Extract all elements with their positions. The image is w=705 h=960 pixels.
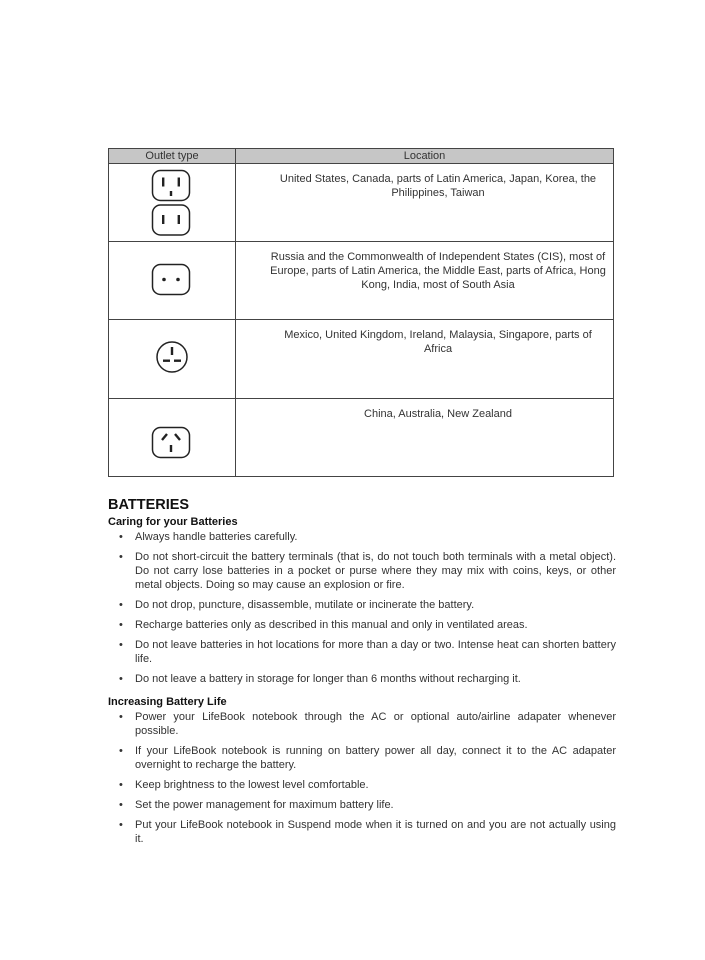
list-item [108,798,616,812]
list-item [108,638,616,666]
bullet: • [119,599,123,611]
bullet: • [119,639,123,651]
section-title: BATTERIES [108,497,190,513]
bullet: • [119,673,123,685]
europe-outlet-icon [151,263,191,297]
increasing-list [108,710,616,852]
table-row [109,164,613,242]
list-item-text: Power your LifeBook notebook through the AC or optional auto/airline adapater whenever possible. [135,711,616,737]
list-item-text: Do not leave batteries in hot locations for more than a day or two. Intense heat can shorten battery life. [135,639,616,665]
location-text: United States, Canada, parts of Latin America, Japan, Korea, the Philippines, Taiwan [279,173,597,199]
location-text: China, Australia, New Zealand [364,408,512,420]
bullet: • [119,551,123,563]
australia-outlet-icon [151,426,191,460]
outlet-type-table [108,148,614,477]
list-item-text: Do not leave a battery in storage for longer than 6 months without recharging it. [135,673,521,685]
header-location: Location [403,150,446,162]
table-row [109,242,613,320]
header-outlet-type: Outlet type [145,150,199,162]
list-item [108,598,616,612]
table-header [109,149,613,164]
list-item-text: Recharge batteries only as described in this manual and only in ventilated areas. [135,619,528,631]
subsection-title-caring: Caring for your Batteries [108,516,238,528]
list-item-text: Set the power management for maximum battery life. [135,799,394,811]
list-item [108,672,616,686]
list-item-text: Keep brightness to the lowest level comfortable. [135,779,369,791]
list-item [108,710,616,738]
location-text: Mexico, United Kingdom, Ireland, Malaysia, Singapore, parts of Africa [284,329,592,355]
list-item-text: Put your LifeBook notebook in Suspend mode when it is turned on and you are not actually using it. [135,819,616,845]
bullet: • [119,745,123,757]
list-item-text: Do not drop, puncture, disassemble, mutilate or incinerate the battery. [135,599,475,611]
table-row [109,399,613,476]
bullet: • [119,711,123,723]
list-item-text: Do not short-circuit the battery terminals (that is, do not touch both terminals with a metal object). Do not carry lose batteries in a pocket or purse where they may mix with coins, keys, or other metal objects. Doing so may cause an explosion or fire. [135,551,616,591]
list-item [108,818,616,846]
list-item [108,778,616,792]
bullet: • [119,619,123,631]
bullet: • [119,531,123,543]
list-item [108,550,616,592]
list-item [108,744,616,772]
list-item [108,618,616,632]
table-row [109,320,613,399]
subsection-title-increasing: Increasing Battery Life [108,696,227,708]
list-item [108,530,616,544]
list-item-text: Always handle batteries carefully. [135,531,298,543]
location-text: Russia and the Commonwealth of Independent States (CIS), most of Europe, parts of Latin America, the Middle East, parts of Africa, Hong Kong, India, most of South Asia [270,251,606,291]
us-outlet-icon [151,169,191,237]
bullet: • [119,819,123,831]
list-item-text: If your LifeBook notebook is running on battery power all day, connect it to the AC adapater overnight to recharge the battery. [135,745,616,771]
bullet: • [119,779,123,791]
bullet: • [119,799,123,811]
caring-list [108,530,616,692]
uk-outlet-icon [155,340,189,374]
